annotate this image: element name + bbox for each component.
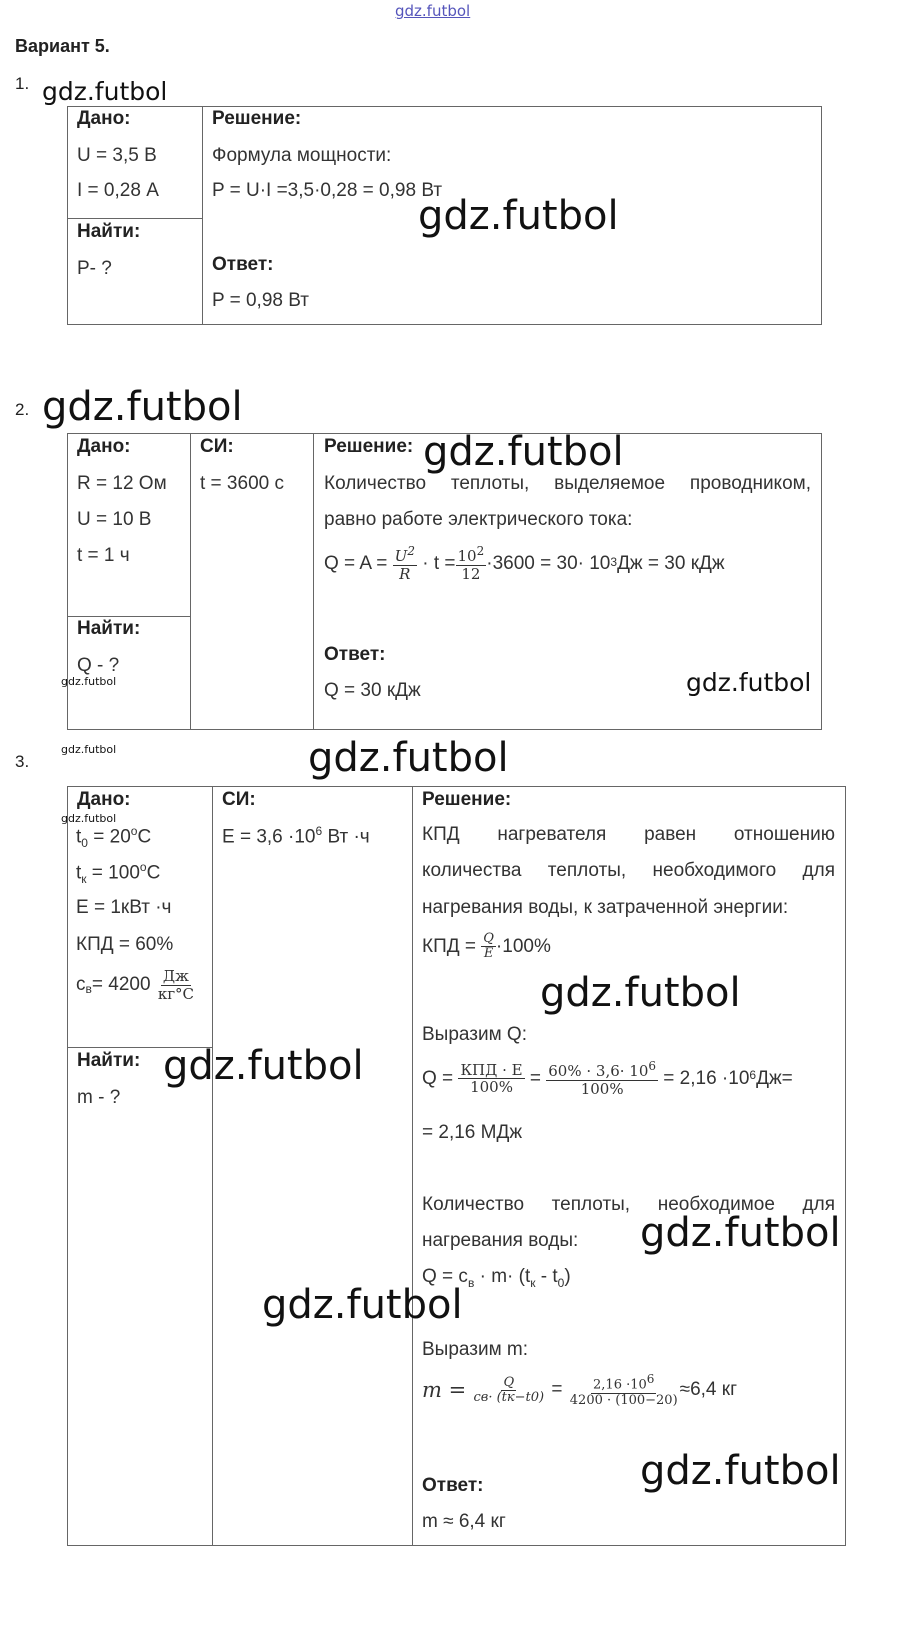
watermark: gdz.futbol <box>686 668 812 697</box>
given-line: t = 1 ч <box>77 545 130 566</box>
solution-label: Решение: <box>324 436 414 457</box>
formula-heat: $Q = c_в \cdot m\cdot (t_к - t_0)$ <box>422 1266 571 1290</box>
top-watermark: gdz.futbol <box>395 2 471 20</box>
solution-line: количества теплоты, необходимого для <box>422 860 835 881</box>
watermark: gdz.futbol <box>418 193 619 239</box>
solution-line: P = U·I =3,5·0,28 = 0,98 Вт <box>212 180 443 201</box>
given-line: U = 3,5 В <box>77 145 157 166</box>
divider <box>190 433 191 730</box>
find-label: Найти: <box>77 221 141 242</box>
formula-kpd: КПД = $\frac{Q}{E}$ ·100% <box>422 931 551 962</box>
solution-line: КПД нагревателя равен отношению <box>422 824 835 845</box>
answer-value: P = 0,98 Вт <box>212 290 309 311</box>
express-q: Выразим Q: <box>422 1024 527 1045</box>
given-c: c $_в$ = 4200 $\frac{Дж}{кг^\circ C}$ <box>76 967 195 1003</box>
formula-m: m = $\frac{Q}{cв\cdot (tк-t0)}$ = $\frac{2,16 \cdot 10^6}{4200 \cdot (100-20)}$ ≈6,4 кг <box>422 1372 738 1408</box>
page-title: Вариант 5. <box>15 36 110 56</box>
solution-line: Формула мощности: <box>212 145 392 166</box>
watermark: gdz.futbol <box>61 812 117 825</box>
divider <box>313 433 314 730</box>
si-label: СИ: <box>222 789 256 810</box>
watermark: gdz.futbol <box>423 429 624 475</box>
express-m: Выразим m: <box>422 1339 529 1360</box>
solution-label: Решение: <box>212 108 302 129</box>
solution-line: нагревания воды: <box>422 1230 579 1251</box>
given-energy: E = 1кВт ·ч <box>76 897 172 918</box>
find-label: Найти: <box>77 618 141 639</box>
find-value: P- ? <box>77 258 112 279</box>
given-label: Дано: <box>77 436 131 457</box>
watermark: gdz.futbol <box>61 743 117 756</box>
divider <box>202 106 203 325</box>
watermark: gdz.futbol <box>42 384 243 430</box>
divider <box>412 786 413 1546</box>
given-line: I = 0,28 А <box>77 180 159 201</box>
answer-label: Ответ: <box>422 1475 484 1496</box>
given-line: R = 12 Ом <box>77 473 167 494</box>
si-value: $E = 3,6 \cdot 10^6$ Вт ·ч <box>222 824 370 848</box>
watermark: gdz.futbol <box>42 77 168 106</box>
divider <box>67 616 190 617</box>
watermark: gdz.futbol <box>640 1448 841 1494</box>
solution-label: Решение: <box>422 789 512 810</box>
given-line: U = 10 В <box>77 509 152 530</box>
problem-3-number: 3. <box>15 752 30 771</box>
problem-1-number: 1. <box>15 74 30 93</box>
divider <box>212 786 213 1546</box>
answer-value: m ≈ 6,4 кг <box>422 1511 506 1532</box>
watermark: gdz.futbol <box>61 675 117 688</box>
find-value: m - ? <box>77 1087 121 1108</box>
solution-line: Количество теплоты, необходимое для <box>422 1194 835 1215</box>
formula-q: Q = $\frac{\text{КПД · E}}{100\%}$ = $\frac{60\% \cdot 3,6\cdot 10^6}{100\%}$ = 2,16 ·10 6 Дж= <box>422 1059 793 1098</box>
find-value: Q - ? <box>77 655 120 676</box>
given-label: Дано: <box>77 789 131 810</box>
formula-q: Q = A = $\frac{U^2}{R}$ · t = $\frac{10^2}{12}$ ·3600 = 30· 10 3 Дж = 30 кДж <box>324 544 725 583</box>
watermark: gdz.futbol <box>308 735 509 781</box>
watermark: gdz.futbol <box>640 1210 841 1256</box>
given-label: Дано: <box>77 108 131 129</box>
watermark: gdz.futbol <box>163 1043 364 1089</box>
answer-value: Q = 30 кДж <box>324 680 421 701</box>
si-label: СИ: <box>200 436 234 457</box>
watermark: gdz.futbol <box>262 1282 463 1328</box>
solution-line: равно работе электрического тока: <box>324 509 633 530</box>
divider <box>67 218 202 219</box>
given-kpd: КПД = 60% <box>76 934 174 955</box>
answer-label: Ответ: <box>212 254 274 275</box>
problem-2-number: 2. <box>15 400 30 419</box>
si-value: t = 3600 с <box>200 473 284 494</box>
formula-q-result: = 2,16 МДж <box>422 1122 523 1143</box>
watermark: gdz.futbol <box>540 970 741 1016</box>
solution-line: Количество теплоты, выделяемое проводником, <box>324 473 811 494</box>
answer-label: Ответ: <box>324 644 386 665</box>
solution-line: нагревания воды, к затраченной энергии: <box>422 897 789 918</box>
given-tk: $t_к = 100^oC$ <box>76 860 161 887</box>
given-t0: $t_0 = 20^oC$ <box>76 824 152 851</box>
find-label: Найти: <box>77 1050 141 1071</box>
